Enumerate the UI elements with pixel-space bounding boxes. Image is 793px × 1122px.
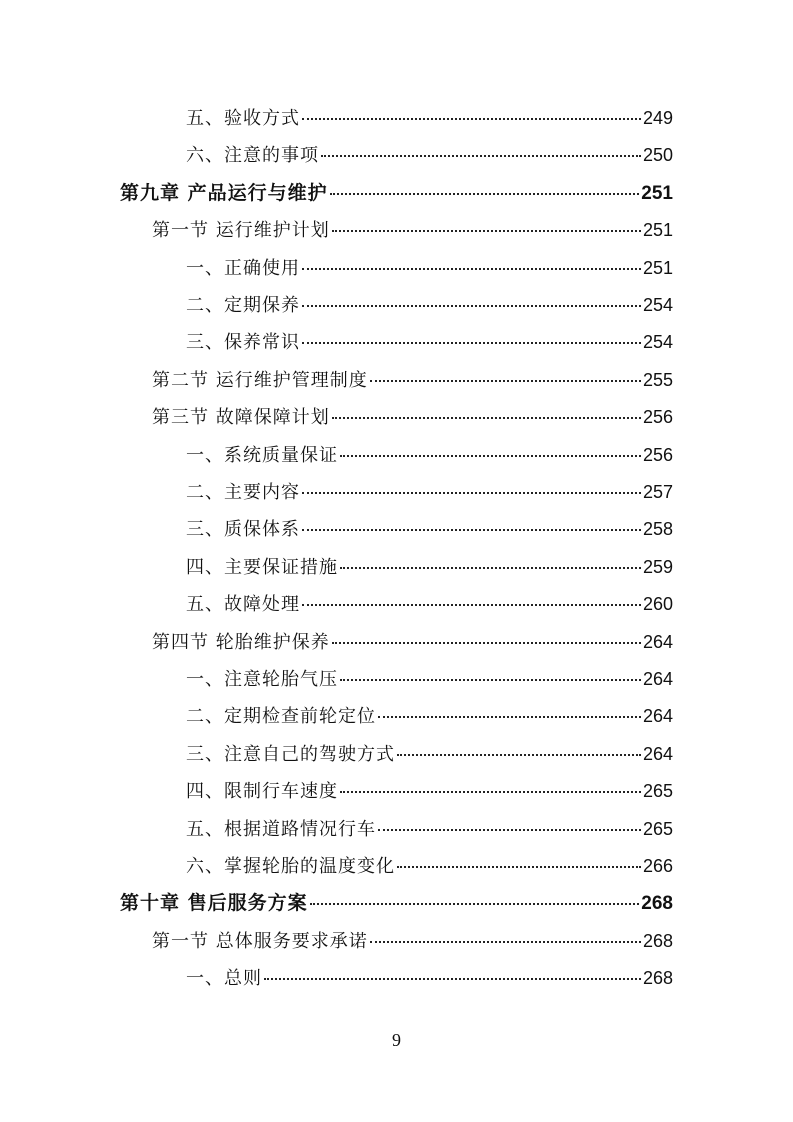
toc-section-entry[interactable]	[152, 212, 673, 249]
toc-subsection-entry[interactable]	[186, 474, 673, 511]
toc-dot-leader	[340, 567, 641, 569]
toc-section-entry[interactable]	[152, 399, 673, 436]
toc-entry-label: 一、注意轮胎气压	[186, 669, 338, 690]
toc-dot-leader	[332, 230, 641, 232]
toc-entry-label: 第一节 总体服务要求承诺	[152, 930, 368, 952]
toc-dot-leader	[310, 903, 640, 905]
toc-entry-page: 250	[642, 145, 673, 166]
toc-entry-page: 251	[641, 182, 673, 204]
toc-section-entry[interactable]	[152, 624, 673, 661]
toc-entry-label: 第四节 轮胎维护保养	[152, 631, 330, 653]
toc-subsection-entry[interactable]	[186, 324, 673, 361]
toc-entry-page: 258	[642, 519, 673, 540]
toc-entry-label: 三、质保体系	[186, 519, 300, 541]
toc-entry-page: 260	[642, 594, 673, 615]
toc-entry-page: 268	[642, 968, 673, 989]
toc-chapter-entry[interactable]	[120, 175, 673, 212]
toc-dot-leader	[340, 455, 641, 457]
toc-chapter-entry[interactable]	[120, 885, 673, 922]
toc-entry-label: 一、正确使用	[186, 257, 300, 279]
toc-subsection-entry[interactable]	[186, 586, 673, 623]
toc-entry-label: 二、主要内容	[186, 482, 300, 503]
toc-entry-label: 第一节 运行维护计划	[152, 220, 330, 242]
toc-subsection-entry[interactable]	[186, 698, 673, 735]
toc-subsection-entry[interactable]	[186, 287, 673, 324]
page-number: 9	[392, 1030, 401, 1050]
toc-entry-page: 254	[642, 295, 673, 315]
toc-entry-page: 251	[642, 257, 673, 278]
toc-dot-leader	[378, 716, 641, 718]
toc-section-entry[interactable]	[152, 362, 673, 399]
toc-dot-leader	[332, 642, 641, 644]
toc-entry-page: 264	[642, 669, 673, 689]
toc-entry-page: 265	[642, 781, 673, 802]
toc-dot-leader	[370, 380, 641, 382]
toc-subsection-entry[interactable]	[186, 736, 673, 773]
toc-entry-page: 266	[642, 856, 673, 876]
toc-dot-leader	[370, 941, 641, 943]
toc-dot-leader	[378, 829, 641, 831]
toc-entry-page: 249	[642, 108, 673, 128]
toc-entry-page: 256	[642, 407, 673, 428]
toc-dot-leader	[302, 268, 641, 270]
toc-entry-page: 265	[642, 818, 673, 839]
toc-subsection-entry[interactable]	[186, 848, 673, 885]
toc-subsection-entry[interactable]	[186, 960, 673, 997]
toc-dot-leader	[340, 791, 641, 793]
toc-entry-label: 四、主要保证措施	[186, 556, 338, 578]
toc-entry-page: 264	[642, 706, 673, 727]
toc-dot-leader	[397, 754, 641, 756]
toc-subsection-entry[interactable]	[186, 250, 673, 287]
toc-entry-page: 264	[642, 631, 673, 652]
toc-entry-label: 二、定期保养	[186, 295, 300, 316]
toc-subsection-entry[interactable]	[186, 511, 673, 548]
toc-dot-leader	[330, 193, 640, 195]
toc-dot-leader	[397, 866, 641, 868]
toc-dot-leader	[332, 417, 641, 419]
toc-entry-page: 268	[641, 893, 673, 915]
toc-entry-label: 四、限制行车速度	[186, 781, 338, 803]
toc-entry-page: 257	[642, 482, 673, 502]
toc-entry-label: 一、系统质量保证	[186, 444, 338, 466]
toc-entry-label: 六、掌握轮胎的温度变化	[186, 856, 395, 877]
toc-entry-page: 251	[642, 220, 673, 241]
toc-dot-leader	[302, 529, 641, 531]
toc-entry-label: 第十章 售后服务方案	[120, 892, 308, 915]
toc-entry-label: 第九章 产品运行与维护	[120, 181, 328, 204]
toc-dot-leader	[302, 305, 641, 307]
toc-dot-leader	[302, 118, 641, 120]
toc-subsection-entry[interactable]	[186, 549, 673, 586]
toc-entry-label: 第三节 故障保障计划	[152, 407, 330, 429]
toc-subsection-entry[interactable]	[186, 773, 673, 810]
toc-subsection-entry[interactable]	[186, 811, 673, 848]
toc-entry-label: 二、定期检查前轮定位	[186, 706, 376, 728]
toc-entry-page: 264	[642, 743, 673, 764]
toc-entry-label: 三、注意自己的驾驶方式	[186, 743, 395, 765]
toc-entry-page: 256	[642, 444, 673, 465]
toc-entry-label: 五、验收方式	[186, 108, 300, 129]
toc-dot-leader	[321, 155, 641, 157]
toc-subsection-entry[interactable]	[186, 437, 673, 474]
toc-entry-page: 254	[642, 332, 673, 353]
toc-subsection-entry[interactable]	[186, 100, 673, 137]
toc-dot-leader	[302, 342, 641, 344]
toc-dot-leader	[302, 492, 641, 494]
toc-entry-label: 一、总则	[186, 968, 262, 990]
toc-entry-label: 五、故障处理	[186, 594, 300, 616]
toc-entry-label: 三、保养常识	[186, 332, 300, 354]
toc-dot-leader	[302, 604, 641, 606]
toc-section-entry[interactable]	[152, 923, 673, 960]
toc-subsection-entry[interactable]	[186, 137, 673, 174]
toc-entry-page: 268	[642, 930, 673, 951]
toc-entry-label: 五、根据道路情况行车	[186, 818, 376, 840]
toc-entry-page: 255	[642, 369, 673, 390]
toc-entry-page: 259	[642, 556, 673, 577]
toc-dot-leader	[340, 679, 641, 681]
toc-subsection-entry[interactable]	[186, 661, 673, 698]
toc-entry-label: 第二节 运行维护管理制度	[152, 369, 368, 391]
toc-entry-label: 六、注意的事项	[186, 145, 319, 167]
toc-dot-leader	[264, 978, 641, 980]
